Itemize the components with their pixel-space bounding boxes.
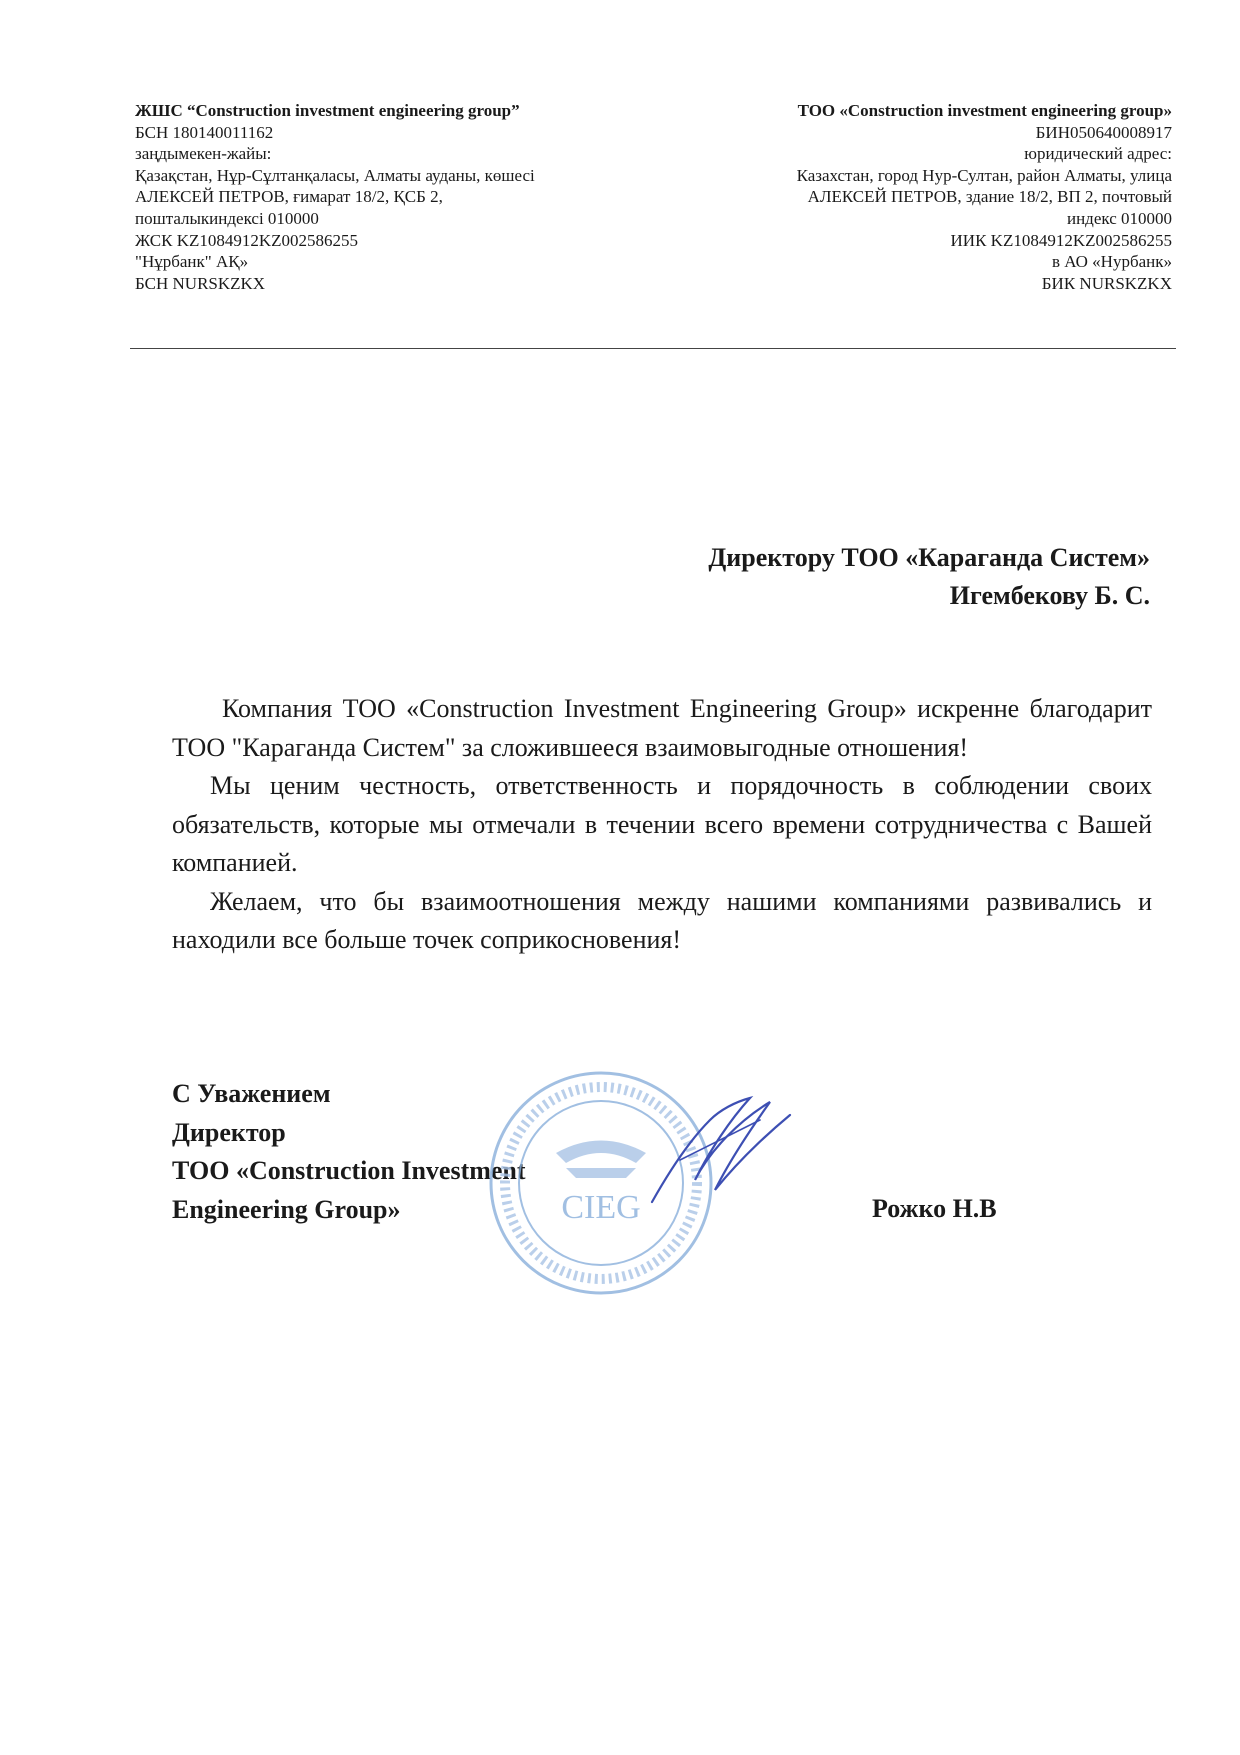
- header-left-requisites: [135, 100, 655, 294]
- letter-body: [172, 690, 1152, 960]
- header-right-address-line1: Казахстан, город Нур-Султан, район Алматы, улица: [796, 165, 1172, 185]
- header-right-requisites: [640, 100, 1172, 294]
- header-left-bik: БСН NURSKZKX: [135, 273, 266, 293]
- closing-regards: С Уважением: [172, 1079, 331, 1108]
- addressee-block: [560, 539, 1150, 615]
- closing-title: Директор: [172, 1117, 286, 1147]
- header-right-bin: БИН050640008917: [1035, 122, 1172, 142]
- header-right-bank: в АО «Нурбанк»: [1051, 252, 1172, 272]
- addressee-name: Игембекову Б. С.: [949, 581, 1150, 610]
- header-right-address-label: юридический адрес:: [1024, 144, 1172, 164]
- header-right-company: ТОО «Construction investment engineering group»: [797, 101, 1172, 120]
- body-paragraph-1: Компания ТОО «Construction Investment Engineering Group» искренне благодарит ТОО "Караганда Систем" за сложившееся взаимовыгодные отношения!: [172, 694, 1152, 762]
- addressee-position: Директору ТОО «Караганда Систем»: [708, 543, 1150, 572]
- header-right-iik: ИИК KZ1084912KZ002586255: [950, 230, 1172, 250]
- header-left-iik: ЖСК KZ1084912KZ002586255: [135, 230, 359, 250]
- header-left-address-label: заңдымекен-жайы:: [135, 144, 272, 164]
- header-divider: [130, 348, 1176, 349]
- closing-company-line2: Engineering Group»: [172, 1194, 401, 1224]
- seal-center-text: CIEG: [561, 1189, 641, 1226]
- header-left-address-line1: Қазақстан, Нұр-Сұлтанқаласы, Алматы ауданы, көшесі: [135, 165, 535, 185]
- director-signature: [640, 1090, 800, 1210]
- closing-block: [172, 1075, 526, 1229]
- closing-company-line1: ТОО «Construction Investment: [172, 1156, 526, 1185]
- seal-emblem: [556, 1141, 646, 1164]
- header-right-address-line2: АЛЕКСЕЙ ПЕТРОВ, здание 18/2, ВП 2, почтовый: [807, 187, 1172, 207]
- header-left-company: ЖШС “Construction investment engineering group”: [135, 101, 520, 120]
- header-left-bank: "Нұрбанк" АҚ»: [135, 252, 249, 272]
- header-left-address-line2: АЛЕКСЕЙ ПЕТРОВ, ғимарат 18/2, ҚСБ 2,: [135, 187, 443, 207]
- body-paragraph-2: Мы ценим честность, ответственность и порядочность в соблюдении своих обязательств, которые мы отмечали в течении всего времени сотрудничества с Вашей компанией.: [172, 771, 1152, 877]
- header-left-bin: БСН 180140011162: [135, 122, 274, 142]
- signer-name: Рожко Н.В: [872, 1194, 997, 1223]
- header-right-bik: БИК NURSKZKX: [1041, 273, 1172, 293]
- header-right-address-line3: индекс 010000: [1066, 208, 1172, 228]
- header-left-address-line3: пошталыкиндексі 010000: [135, 208, 319, 228]
- body-paragraph-3: Желаем, что бы взаимоотношения между нашими компаниями развивались и находили все больше точек соприкосновения!: [172, 886, 1152, 954]
